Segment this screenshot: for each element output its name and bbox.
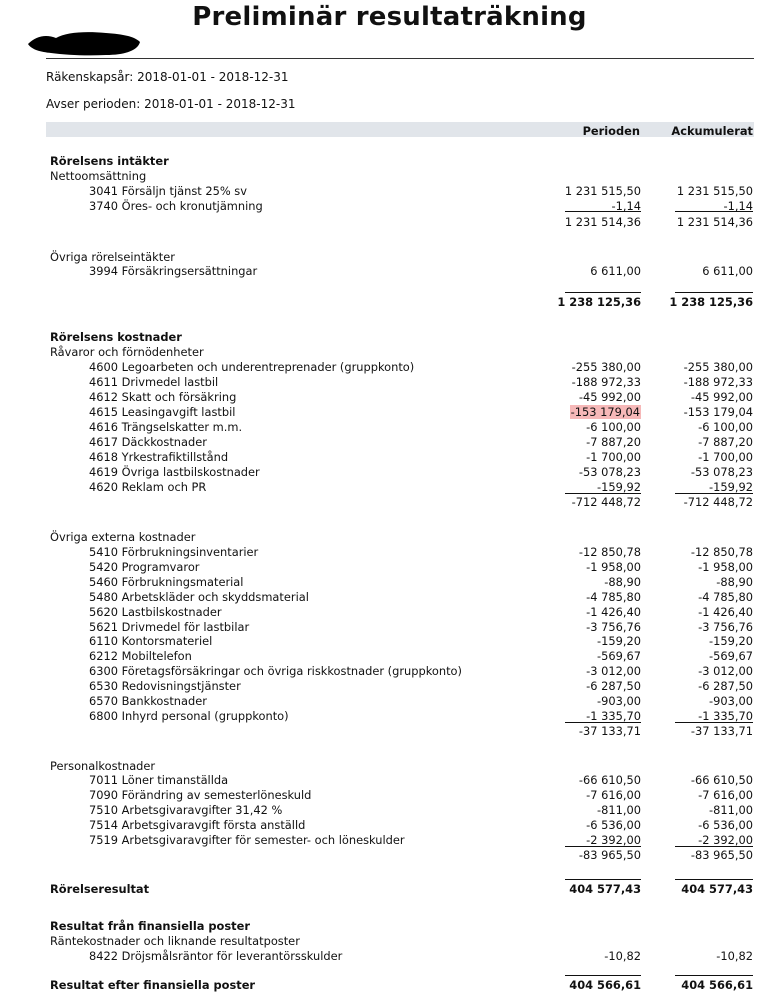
row-label: Övriga rörelseintäkter [50, 250, 175, 264]
account-row [0, 375, 779, 390]
report-title: Preliminär resultaträkning [192, 2, 587, 32]
row-label: Rörelsens kostnader [50, 330, 182, 344]
row-label: 4616 Trängselskatter m.m. [89, 420, 243, 434]
account-row [0, 575, 779, 590]
value-period: -53 078,23 [578, 465, 641, 479]
row-label: 5621 Drivmedel för lastbilar [89, 620, 250, 634]
value-accumulated: -6 100,00 [698, 420, 753, 434]
group-header-row [0, 934, 779, 949]
account-row [0, 420, 779, 435]
account-row [0, 199, 779, 214]
value-period: -1 426,40 [586, 605, 641, 619]
value-accumulated: -255 380,00 [683, 360, 753, 374]
account-row [0, 360, 779, 375]
value-accumulated: -1 335,70 [698, 709, 753, 723]
value-accumulated: -2 392,00 [698, 833, 753, 847]
account-row [0, 620, 779, 635]
value-period: -6 100,00 [586, 420, 641, 434]
row-label: 7514 Arbetsgivaravgift första anställd [89, 818, 306, 832]
value-accumulated: -6 287,50 [698, 679, 753, 693]
value-period: 404 577,43 [569, 882, 641, 896]
account-row [0, 545, 779, 560]
value-accumulated: 6 611,00 [702, 264, 753, 278]
sum-rule [675, 879, 753, 880]
value-period: 1 231 514,36 [564, 215, 641, 229]
row-label: 4619 Övriga lastbilskostnader [89, 465, 260, 479]
value-period: 404 566,61 [569, 978, 641, 992]
row-label: 6110 Kontorsmateriel [89, 634, 213, 648]
value-period: -903,00 [597, 694, 641, 708]
account-row [0, 803, 779, 818]
value-period: -712 448,72 [571, 495, 641, 509]
value-accumulated: -4 785,80 [698, 590, 753, 604]
row-label: Rörelseresultat [50, 882, 150, 896]
row-label: 5480 Arbetskläder och skyddsmaterial [89, 590, 309, 604]
row-label: 6212 Mobiltelefon [89, 649, 192, 663]
value-period: -66 610,50 [578, 773, 641, 787]
account-row [0, 788, 779, 803]
account-row [0, 949, 779, 964]
row-label: 4617 Däckkostnader [89, 435, 207, 449]
account-row [0, 709, 779, 724]
section-header-row [0, 919, 779, 934]
row-label: Personalkostnader [50, 759, 156, 773]
value-accumulated: 1 231 515,50 [676, 184, 753, 198]
total-row [0, 978, 779, 993]
group-header-row [0, 345, 779, 360]
value-accumulated: -188 972,33 [683, 375, 753, 389]
sum-rule [565, 292, 641, 293]
account-row [0, 184, 779, 199]
value-period: -811,00 [597, 803, 641, 817]
value-period: -255 380,00 [571, 360, 641, 374]
value-accumulated: 404 577,43 [681, 882, 753, 896]
row-label: Resultat från finansiella poster [50, 919, 250, 933]
value-accumulated: -159,92 [709, 480, 753, 494]
account-row [0, 634, 779, 649]
value-accumulated: -1 958,00 [698, 560, 753, 574]
column-header-band [46, 122, 754, 137]
row-label: 6800 Inhyrd personal (gruppkonto) [89, 709, 289, 723]
account-row [0, 694, 779, 709]
account-row [0, 480, 779, 495]
account-row [0, 605, 779, 620]
value-accumulated: -1,14 [723, 199, 753, 213]
account-row [0, 679, 779, 694]
sum-rule [675, 722, 753, 723]
value-accumulated: 404 566,61 [681, 978, 753, 992]
account-row [0, 435, 779, 450]
value-period: -6 536,00 [586, 818, 641, 832]
row-label: 7090 Förändring av semesterlöneskuld [89, 788, 312, 802]
row-label: 4611 Drivmedel lastbil [89, 375, 219, 389]
row-label: Övriga externa kostnader [50, 530, 196, 544]
fiscal-year: Räkenskapsår: 2018-01-01 - 2018-12-31 [46, 70, 289, 84]
value-period: -1 700,00 [586, 450, 641, 464]
row-label: 4618 Yrkestrafiktillstånd [89, 450, 229, 464]
value-accumulated: -3 012,00 [698, 664, 753, 678]
value-period: -3 012,00 [586, 664, 641, 678]
total-row [0, 882, 779, 897]
value-period: -3 756,76 [586, 620, 641, 634]
account-row [0, 264, 779, 279]
group-header-row [0, 250, 779, 265]
row-label: 4612 Skatt och försäkring [89, 390, 237, 404]
subtotal-row [0, 848, 779, 863]
group-header-row [0, 530, 779, 545]
value-accumulated: -88,90 [716, 575, 753, 589]
subtotal-row [0, 495, 779, 510]
value-period: -1,14 [611, 199, 641, 213]
sum-rule [675, 975, 753, 976]
sum-rule [565, 211, 641, 212]
value-period: -1 958,00 [586, 560, 641, 574]
value-period: -159,20 [597, 634, 641, 648]
sum-rule [565, 975, 641, 976]
sum-rule [565, 493, 641, 494]
section-header-row [0, 154, 779, 169]
row-label: 3041 Försäljn tjänst 25% sv [89, 184, 247, 198]
row-label: 3994 Försäkringsersättningar [89, 264, 258, 278]
value-period: -569,67 [597, 649, 641, 663]
value-period: -153 179,04 [570, 405, 640, 419]
value-accumulated: -6 536,00 [698, 818, 753, 832]
row-label: 7011 Löner timanställda [89, 773, 229, 787]
subtotal-row [0, 724, 779, 739]
row-label: 3740 Öres- och kronutjämning [89, 199, 263, 213]
row-label: Rörelsens intäkter [50, 154, 169, 168]
value-accumulated: -83 965,50 [690, 848, 753, 862]
value-accumulated: -37 133,71 [690, 724, 753, 738]
value-accumulated: -3 756,76 [698, 620, 753, 634]
row-label: 6300 Företagsförsäkringar och övriga riskkostnader (gruppkonto) [89, 664, 462, 678]
row-label: 6530 Redovisningstjänster [89, 679, 241, 693]
value-accumulated: -66 610,50 [690, 773, 753, 787]
section-header-row [0, 330, 779, 345]
value-accumulated: -811,00 [709, 803, 753, 817]
value-accumulated: -153 179,04 [683, 405, 753, 419]
value-period: -83 965,50 [578, 848, 641, 862]
value-period: -2 392,00 [586, 833, 641, 847]
row-label: 4620 Reklam och PR [89, 480, 207, 494]
value-accumulated: -12 850,78 [690, 545, 753, 559]
value-period: -1 335,70 [586, 709, 641, 723]
account-row [0, 773, 779, 788]
value-period: -37 133,71 [578, 724, 641, 738]
row-label: 5460 Förbrukningsmaterial [89, 575, 244, 589]
account-row [0, 450, 779, 465]
sum-rule [675, 846, 753, 847]
value-accumulated: -712 448,72 [683, 495, 753, 509]
value-accumulated: -903,00 [709, 694, 753, 708]
value-period: -188 972,33 [571, 375, 641, 389]
row-label: 7510 Arbetsgivaravgifter 31,42 % [89, 803, 283, 817]
row-label: 8422 Dröjsmålsräntor för leverantörsskulder [89, 949, 343, 963]
value-accumulated: -45 992,00 [690, 390, 753, 404]
account-row [0, 818, 779, 833]
account-row [0, 833, 779, 848]
row-label: 5410 Förbrukningsinventarier [89, 545, 259, 559]
value-accumulated: -569,67 [709, 649, 753, 663]
row-label: 4615 Leasingavgift lastbil [89, 405, 236, 419]
value-period: -7 887,20 [586, 435, 641, 449]
account-row [0, 390, 779, 405]
value-accumulated: -1 426,40 [698, 605, 753, 619]
account-row [0, 560, 779, 575]
subtotal-row [0, 215, 779, 230]
column-header-period: Perioden [582, 124, 640, 138]
value-period: -45 992,00 [578, 390, 641, 404]
account-row [0, 465, 779, 480]
row-label: Råvaror och förnödenheter [50, 345, 204, 359]
value-period: -10,82 [604, 949, 641, 963]
group-header-row [0, 759, 779, 774]
value-period: 6 611,00 [590, 264, 641, 278]
row-label: 5620 Lastbilskostnader [89, 605, 222, 619]
sum-rule [675, 292, 753, 293]
value-accumulated: -1 700,00 [698, 450, 753, 464]
sum-rule [565, 879, 641, 880]
value-accumulated: -10,82 [716, 949, 753, 963]
redaction-mark [26, 28, 142, 58]
column-header-accumulated: Ackumulerat [671, 124, 753, 138]
sum-rule [565, 846, 641, 847]
group-header-row [0, 169, 779, 184]
value-period: -4 785,80 [586, 590, 641, 604]
value-accumulated: -7 887,20 [698, 435, 753, 449]
row-label: Nettoomsättning [50, 169, 147, 183]
report-period: Avser perioden: 2018-01-01 - 2018-12-31 [46, 97, 296, 111]
value-period: 1 238 125,36 [557, 295, 641, 309]
value-accumulated: 1 231 514,36 [676, 215, 753, 229]
value-period: -88,90 [604, 575, 641, 589]
account-row [0, 590, 779, 605]
value-accumulated: -159,20 [709, 634, 753, 648]
value-accumulated: -53 078,23 [690, 465, 753, 479]
row-label: 5420 Programvaror [89, 560, 200, 574]
sum-rule [565, 722, 641, 723]
row-label: Resultat efter finansiella poster [50, 978, 256, 992]
sum-rule [675, 211, 753, 212]
header-rule [46, 58, 754, 59]
row-label: 6570 Bankkostnader [89, 694, 207, 708]
value-period: 1 231 515,50 [564, 184, 641, 198]
value-period: -159,92 [597, 480, 641, 494]
account-row [0, 405, 779, 420]
account-row [0, 649, 779, 664]
value-period: -7 616,00 [586, 788, 641, 802]
sum-rule [675, 493, 753, 494]
row-label: 4600 Legoarbeten och underentreprenader (gruppkonto) [89, 360, 415, 374]
account-row [0, 664, 779, 679]
value-accumulated: 1 238 125,36 [669, 295, 753, 309]
row-label: Räntekostnader och liknande resultatposter [50, 934, 300, 948]
value-period: -6 287,50 [586, 679, 641, 693]
value-accumulated: -7 616,00 [698, 788, 753, 802]
value-period: -12 850,78 [578, 545, 641, 559]
total-row [0, 295, 779, 310]
row-label: 7519 Arbetsgivaravgifter för semester- och löneskulder [89, 833, 405, 847]
